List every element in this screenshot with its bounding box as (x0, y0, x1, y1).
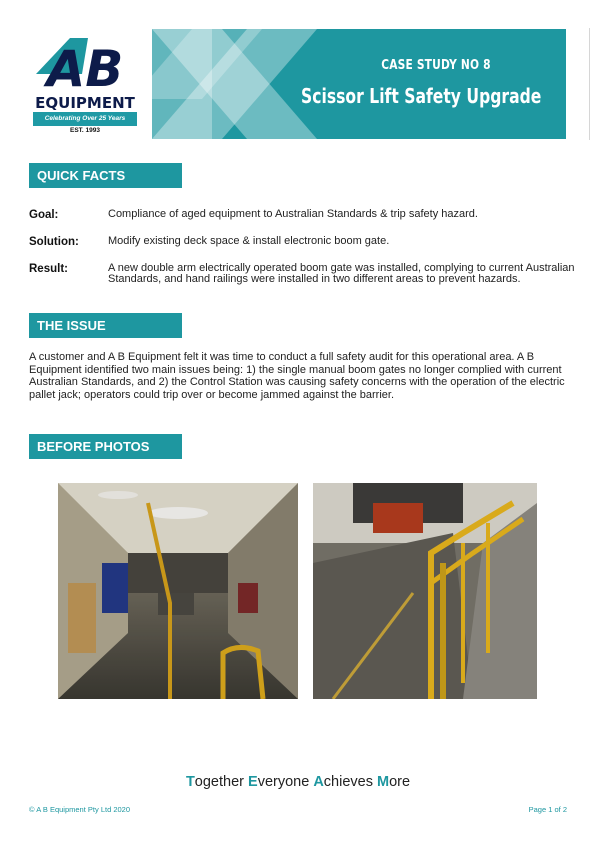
logo-tagline: Celebrating Over 25 Years (33, 112, 137, 126)
goal-label: Goal: (29, 209, 59, 221)
the-issue-heading: THE ISSUE (29, 313, 182, 338)
result-label: Result: (29, 263, 68, 275)
motto-cap-2: E (248, 774, 258, 790)
before-photo-loading-dock (313, 483, 537, 699)
motto-cap-1: T (185, 774, 195, 790)
page-number: Page 1 of 2 (528, 805, 567, 814)
logo-initials: AB (46, 40, 124, 98)
solution-text: Modify existing deck space & install electronic boom gate. (108, 235, 390, 247)
motto-rest-4: ore (389, 774, 411, 790)
motto-rest-2: veryone (257, 774, 314, 790)
motto-rest-1: ogether (194, 774, 249, 790)
logo-wordmark: EQUIPMENT (35, 94, 135, 112)
logo-established: EST. 1993 (70, 127, 100, 134)
motto-cap-3: A (313, 774, 324, 790)
before-photo-warehouse (58, 483, 298, 699)
case-study-number: CASE STUDY NO 8 (381, 58, 491, 73)
copyright-notice: © A B Equipment Pty Ltd 2020 (29, 805, 131, 814)
before-photos-heading: BEFORE PHOTOS (29, 434, 182, 459)
quick-facts-heading: QUICK FACTS (29, 163, 182, 188)
company-motto (0, 774, 596, 790)
solution-label: Solution: (29, 236, 79, 248)
result-text: A new double arm electrically operated boom gate was installed, complying to current Australian Standards, and hand railings were installed in two different areas to prevent hazards. (108, 262, 575, 285)
goal-text: Compliance of aged equipment to Australian Standards & trip safety hazard. (108, 208, 478, 220)
motto-rest-3: chieves (323, 774, 377, 790)
margin-divider (589, 28, 590, 140)
motto-cap-4: M (377, 774, 390, 790)
case-study-title: Scissor Lift Safety Upgrade (301, 84, 542, 108)
issue-paragraph: A customer and A B Equipment felt it was time to conduct a full safety audit for this operational area. A B Equipment identified two main issues being: 1) the single manual boom gates no longer complied with current Australian Standards, and 2) the Control Station was causing safety concerns with the operation of the electric pallet jack; operators could trip over or become jammed against the barrier. (29, 351, 565, 401)
